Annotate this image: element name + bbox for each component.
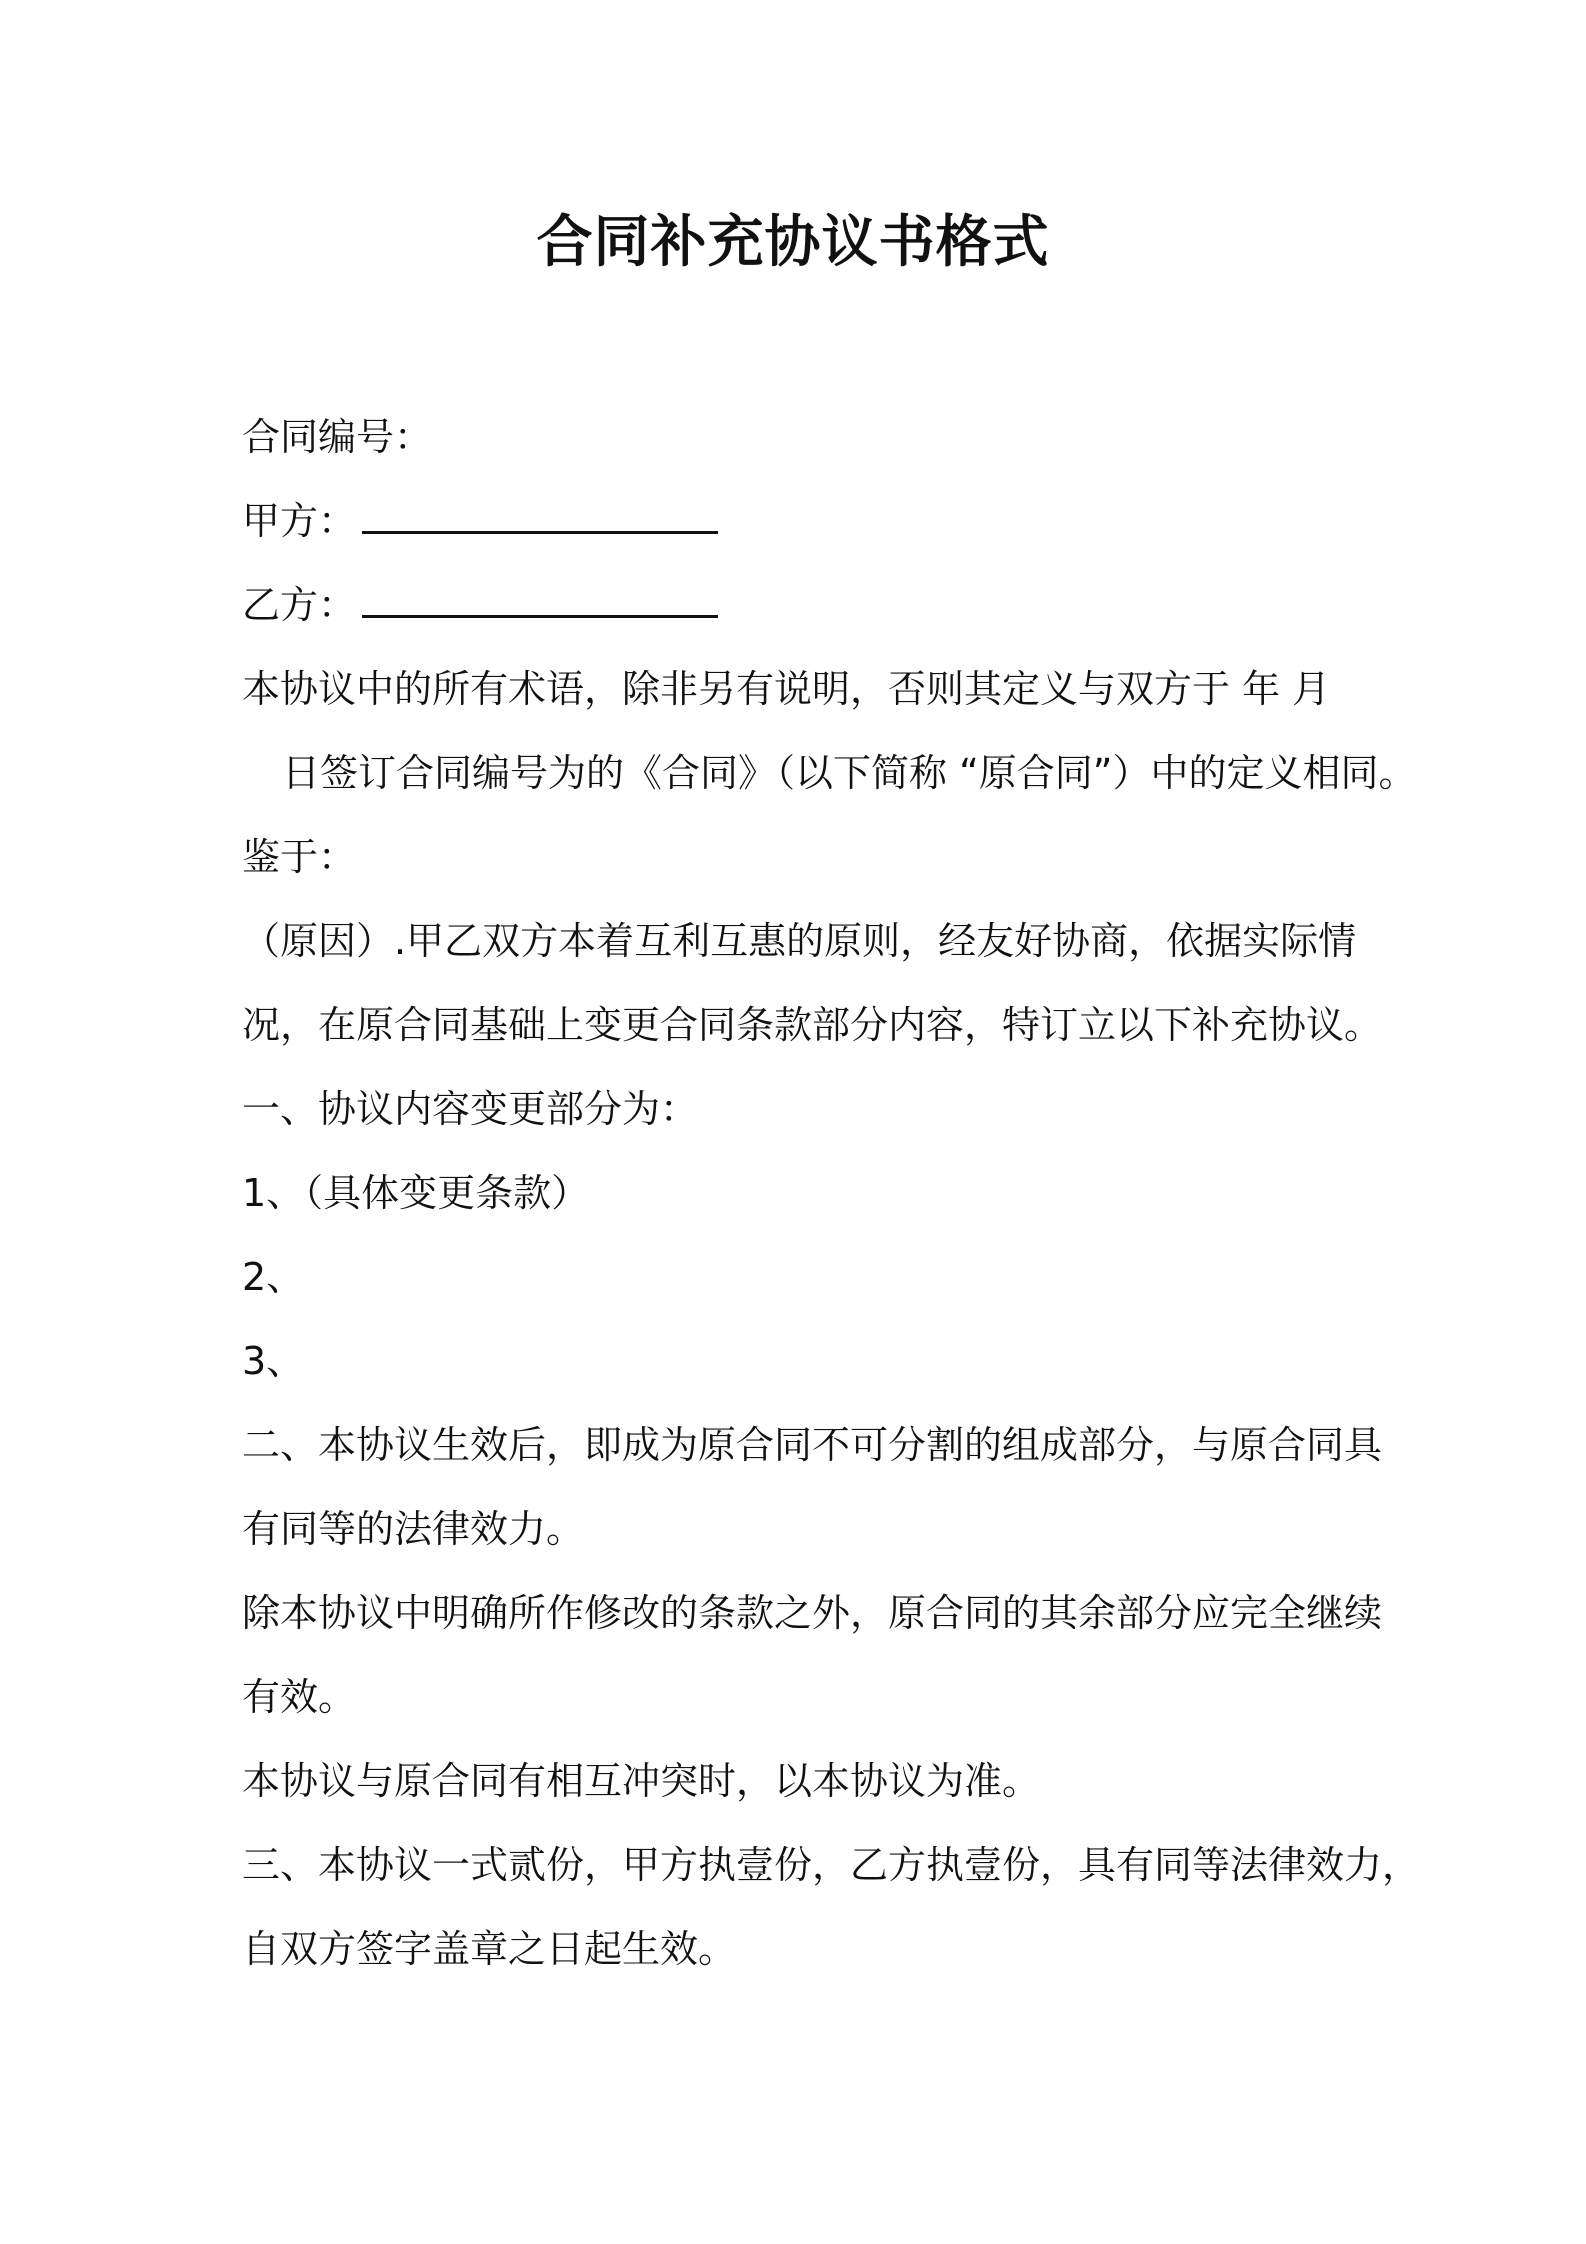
party-a-label: 甲方：: [242, 499, 357, 543]
section-2-line-2: 有同等的法律效力。: [242, 1507, 585, 1551]
party-b-line: [242, 580, 718, 630]
party-b-label: 乙方：: [242, 583, 357, 627]
section-3-line-2: 自双方签字盖章之日起生效。: [242, 1927, 737, 1971]
paragraph-2-line-2: 况，在原合同基础上变更合同条款部分内容，特订立以下补充协议。: [242, 1003, 1383, 1047]
contract-number-label: 合同编号：: [242, 415, 433, 459]
party-a-blank: [362, 497, 718, 534]
party-a-line: [242, 496, 718, 546]
paragraph-3-line-1: 除本协议中明确所作修改的条款之外，原合同的其余部分应完全继续: [242, 1591, 1383, 1635]
paragraph-1-line-2: 日签订合同编号为的《合同》（以下简称 “原合同”）中的定义相同。: [282, 751, 1417, 795]
document-title: 合同补充协议书格式: [536, 210, 1050, 275]
party-b-blank: [362, 581, 718, 618]
list-item-2: 2、: [242, 1255, 305, 1299]
list-item-3: 3、: [242, 1339, 305, 1383]
paragraph-4: 本协议与原合同有相互冲突时，以本协议为准。: [242, 1759, 1041, 1803]
paragraph-2-line-1: （原因）.甲乙双方本着互利互惠的原则，经友好协商，依据实际情: [242, 919, 1357, 963]
list-item-1: 1、（具体变更条款）: [242, 1171, 590, 1215]
section-1-heading: 一、协议内容变更部分为：: [242, 1087, 699, 1131]
section-2-line-1: 二、本协议生效后，即成为原合同不可分割的组成部分，与原合同具: [242, 1423, 1383, 1467]
paragraph-3-line-2: 有效。: [242, 1675, 357, 1719]
section-3-line-1: 三、本协议一式贰份，甲方执壹份，乙方执壹份，具有同等法律效力，: [242, 1843, 1421, 1887]
paragraph-1-line-1: 本协议中的所有术语，除非另有说明，否则其定义与双方于 年 月: [242, 667, 1331, 711]
whereas-label: 鉴于：: [242, 835, 357, 879]
